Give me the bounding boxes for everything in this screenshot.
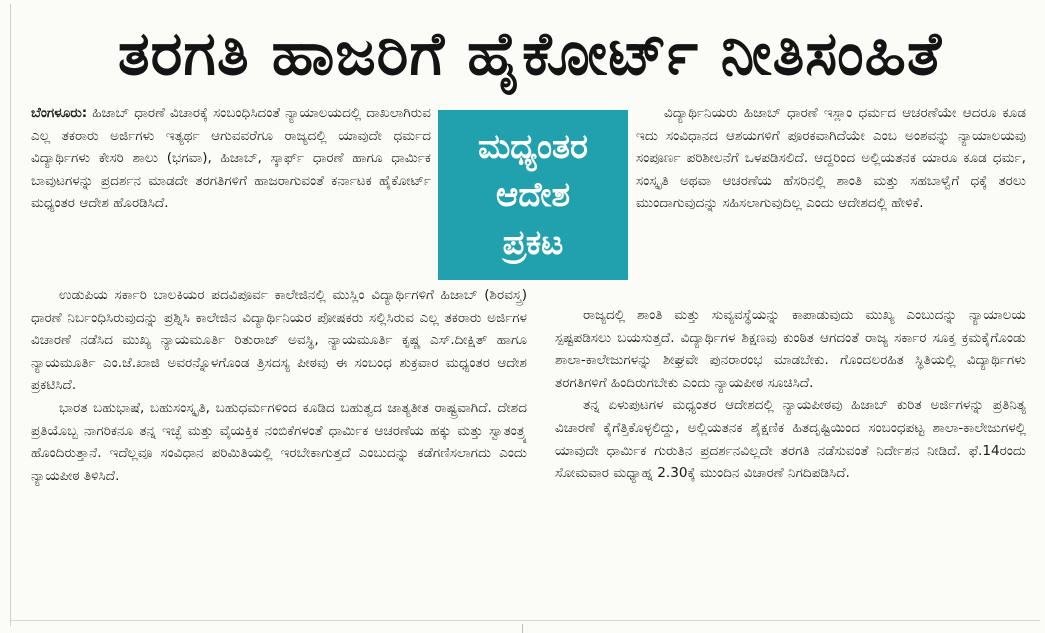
headline: ತರಗತಿ ಹಾಜರಿಗೆ ಹೈಕೋರ್ಟ್ ನೀತಿಸಂಹಿತೆ	[117, 19, 943, 89]
article-paragraph-3: ಭಾರತ ಬಹುಭಾಷೆ, ಬಹುಸಂಸ್ಕೃತಿ, ಬಹುಧರ್ಮಗಳಿಂದ ಕೂಡಿದ ಬಹುತ್ವದ ಜಾತ್ಯತೀತ ರಾಷ್ಟ್ರವಾಗಿದೆ. ದೇಶದ ಪ್ರತಿಯೊಬ್ಬ ನಾಗರಿಕನೂ ತನ್ನ ಇಚ್ಛೆ ಮತ್ತು ವೈಯಕ್ತಿಕ ನಂಬಿಕೆಗಳಂತೆ ಧಾರ್ಮಿಕ ಆಚರಣೆಯ ಹಕ್ಕು ಮತ್ತು ಸ್ವಾತಂತ್ರ್ಯ ಹೊಂದಿರುತ್ತಾನೆ. ಇದೆಲ್ಲವೂ ಸಂವಿಧಾನ ಪರಿಮಿತಿಯಲ್ಲಿ ಇರಬೇಕಾಗುತ್ತದೆ ಎಂಬುದನ್ನು ಕಡೆಗಣಿಸಲಾಗದು ಎಂದು ನ್ಯಾಯಪೀಠ ತಿಳಿಸಿದೆ.	[31, 399, 527, 484]
article-column-left-lower	[31, 284, 527, 487]
article-paragraph-5: ರಾಜ್ಯದಲ್ಲಿ ಶಾಂತಿ ಮತ್ತು ಸುವ್ಯವಸ್ಥೆಯನ್ನು ಕಾಪಾಡುವುದು ಮುಖ್ಯ ಎಂಬುದನ್ನು ನ್ಯಾಯಾಲಯ ಸ್ಪಷ್ಟಪಡಿಸಲು ಬಯಸುತ್ತದೆ. ವಿದ್ಯಾರ್ಥಿಗಳ ಶಿಕ್ಷಣವು ಕುಂಠಿತ ಆಗದಂತೆ ರಾಜ್ಯ ಸರ್ಕಾರ ಸೂಕ್ತ ಕ್ರಮಕೈಗೊಂಡು ಶಾಲಾ-ಕಾಲೇಜುಗಳನ್ನು ಶೀಘ್ರವೇ ಪುನರಾರಂಭ ಮಾಡಬೇಕು. ಗೊಂದಲರಹಿತ ಸ್ಥಿತಿಯಲ್ಲಿ ವಿದ್ಯಾರ್ಥಿಗಳು ತರಗತಿಗಳಿಗೆ ಹಿಂದಿರುಗಬೇಕು ಎಂದು ನ್ಯಾಯಪೀಠ ಸೂಚಿಸಿದೆ.	[555, 307, 1026, 391]
bottom-border-rule	[10, 620, 1040, 621]
column-tick-mark	[522, 624, 523, 633]
article-column-right-lower	[555, 304, 1026, 485]
article-column-left-upper	[31, 102, 431, 215]
paragraph-1-text: ಹಿಜಾಬ್ ಧಾರಣೆ ವಿಚಾರಕ್ಕೆ ಸಂಬಂಧಿಸಿದಂತೆ ನ್ಯಾಯಾಲಯದಲ್ಲಿ ದಾಖಲಾಗಿರುವ ಎಲ್ಲ ತಕರಾರು ಅರ್ಜಿಗಳು ಇತ್ಯರ್ಥ ಆಗುವವರೆಗೂ ರಾಜ್ಯದಲ್ಲಿ ಯಾವುದೇ ಧರ್ಮದ ವಿದ್ಯಾರ್ಥಿಗಳು ಕೇಸರಿ ಶಾಲು (ಭಗವಾ), ಹಿಜಾಬ್, ಸ್ಕಾರ್ಫ್ ಧಾರಣೆ ಹಾಗೂ ಧಾರ್ಮಿಕ ಬಾವುಟಗಳನ್ನು ಪ್ರದರ್ಶನ ಮಾಡದೇ ತರಗತಿಗಳಿಗೆ ಹಾಜರಾಗುವಂತೆ ಕರ್ನಾಟಕ ಹೈಕೋರ್ಟ್ ಮಧ್ಯಂತರ ಆದೇಶ ಹೊರಡಿಸಿದೆ.	[31, 105, 431, 212]
dateline: ಬೆಂಗಳೂರು:	[31, 105, 88, 121]
left-border-rule	[10, 4, 11, 626]
article-paragraph-2: ಉಡುಪಿಯ ಸರ್ಕಾರಿ ಬಾಲಕಿಯರ ಪದವಿಪೂರ್ವ ಕಾಲೇಜಿನಲ್ಲಿ ಮುಸ್ಲಿಂ ವಿದ್ಯಾರ್ಥಿಗಳಿಗೆ ಹಿಜಾಬ್ (ಶಿರವಸ್ತ್ರ) ಧಾರಣೆ ನಿರ್ಬಂಧಿಸಿರುವುದನ್ನು ಪ್ರಶ್ನಿಸಿ ಕಾಲೇಜಿನ ವಿದ್ಯಾರ್ಥಿನಿಯರ ಪೋಷಕರು ಸಲ್ಲಿಸಿರುವ ಎಲ್ಲ ತಕರಾರು ಅರ್ಜಿಗಳ ವಿಚಾರಣೆ ನಡೆಸಿದ ಮುಖ್ಯ ನ್ಯಾಯಮೂರ್ತಿ ರಿತುರಾಜ್ ಅವಸ್ಥಿ, ನ್ಯಾಯಮೂರ್ತಿ ಕೃಷ್ಣ ಎಸ್.ದೀಕ್ಷಿತ್ ಹಾಗೂ ನ್ಯಾಯಮೂರ್ತಿ ಎಂ.ಜೆ.ಖಾಜಿ ಅವರನ್ನೊಳಗೊಂಡ ತ್ರಿಸದಸ್ಯ ಪೀಠವು ಈ ಸಂಬಂಧ ಶುಕ್ರವಾರ ಮಧ್ಯಂತರ ಆದೇಶ ಪ್ರಕಟಿಸಿದೆ.	[31, 287, 527, 394]
callout-box	[438, 110, 628, 280]
article-paragraph-1	[31, 102, 431, 215]
article-paragraph-4: ವಿದ್ಯಾರ್ಥಿನಿಯರು ಹಿಜಾಬ್ ಧಾರಣೆ ಇಸ್ಲಾಂ ಧರ್ಮದ ಆಚರಣೆಯೇ ಆದರೂ ಕೂಡ ಇದು ಸಂವಿಧಾನದ ಆಶಯಗಳಿಗೆ ಪೂರಕವಾಗಿದೆಯೇ ಎಂಬ ಅಂಶವನ್ನು ನ್ಯಾಯಾಲಯವು ಸಂಪೂರ್ಣ ಪರಿಶೀಲನೆಗೆ ಒಳಪಡಿಸಲಿದೆ. ಆದ್ದರಿಂದ ಅಲ್ಲಿಯತನಕ ಯಾರೂ ಕೂಡ ಧರ್ಮ, ಸಂಸ್ಕೃತಿ ಅಥವಾ ಆಚರಣೆಯ ಹೆಸರಿನಲ್ಲಿ ಶಾಂತಿ ಮತ್ತು ಸಹಬಾಳ್ವೆಗೆ ಧಕ್ಕೆ ತರಲು ಮುಂದಾಗುವುದನ್ನು ಸಹಿಸಲಾಗುವುದಿಲ್ಲ ಎಂದು ಆದೇಶದಲ್ಲಿ ಹೇಳಿಕೆ.	[636, 105, 1026, 212]
callout-line-2: ಆದೇಶ	[495, 175, 571, 215]
callout-line-3: ಪ್ರಕಟ	[502, 223, 564, 263]
callout-line-1: ಮಧ್ಯಂತರ	[477, 127, 589, 167]
article-paragraph-6: ತನ್ನ ಏಳುಪುಟಗಳ ಮಧ್ಯಂತರ ಆದೇಶದಲ್ಲಿ ನ್ಯಾಯಪೀಠವು ಹಿಜಾಬ್ ಕುರಿತ ಅರ್ಜಿಗಳನ್ನು ಪ್ರತಿನಿತ್ಯ ವಿಚಾರಣೆ ಕೈಗೆತ್ತಿಕೊಳ್ಳಲಿದ್ದು, ಅಲ್ಲಿಯತನಕ ಶೈಕ್ಷಣಿಕ ಹಿತದೃಷ್ಟಿಯಿಂದ ಸಂಬಂಧಪಟ್ಟ ಶಾಲಾ-ಕಾಲೇಜುಗಳಲ್ಲಿ ಯಾವುದೇ ಧಾರ್ಮಿಕ ಗುರುತಿನ ಪ್ರದರ್ಶನವಿಲ್ಲದೇ ತರಗತಿ ನಡೆಸುವಂತೆ ನಿರ್ದೇಶನ ನೀಡಿದೆ. ಫೆ.14ರಂದು ಸೋಮವಾರ ಮಧ್ಯಾಹ್ನ 2.30ಕ್ಕೆ ಮುಂದಿನ ವಿಚಾರಣೆ ನಿಗದಿಪಡಿಸಿದೆ.	[555, 397, 1026, 482]
article-column-right-upper	[636, 102, 1026, 215]
